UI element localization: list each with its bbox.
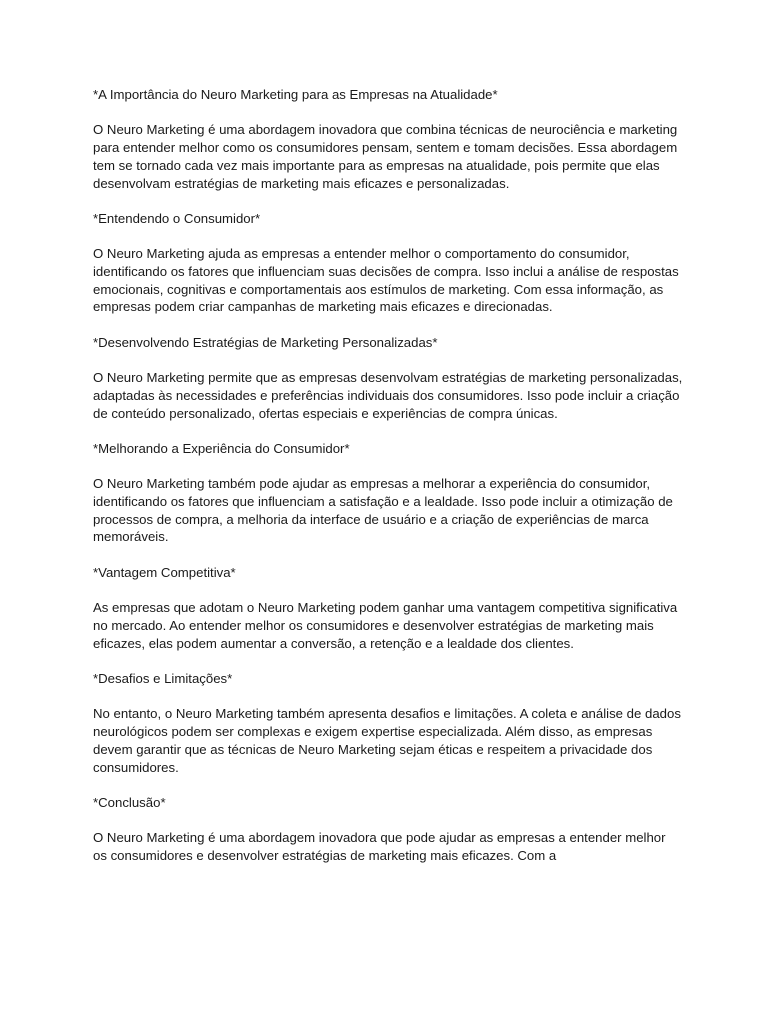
section-heading-entendendo: *Entendendo o Consumidor* <box>93 210 261 226</box>
section-heading-estrategias: *Desenvolvendo Estratégias de Marketing Personalizadas* <box>93 334 438 350</box>
section-body-entendendo: O Neuro Marketing ajuda as empresas a entender melhor o comportamento do consumidor, identificando os fatores que influenciam suas decisões de compra. Isso inclui a análise de respostas emocionais, cognitivas e comportamentais aos estímulos de marketing. Com essa informação, as empresas podem criar campanhas de marketing mais eficazes e direcionadas. <box>93 246 679 315</box>
section-body-vantagem: As empresas que adotam o Neuro Marketing podem ganhar uma vantagem competitiva significativa no mercado. Ao entender melhor os consumidores e desenvolver estratégias de marketing mais eficazes, elas podem aumentar a conversão, a retenção e a lealdade dos clientes. <box>93 600 678 651</box>
section-body-desafios: No entanto, o Neuro Marketing também apresenta desafios e limitações. A coleta e análise de dados neurológicos podem ser complexas e exigem expertise especializada. Além disso, as empresas devem garantir que as técnicas de Neuro Marketing sejam éticas e respeitem a privacidade dos consumidores. <box>93 706 681 775</box>
document-title: *A Importância do Neuro Marketing para as Empresas na Atualidade* <box>93 87 498 102</box>
section-heading-experiencia: *Melhorando a Experiência do Consumidor* <box>93 440 350 456</box>
section-heading-conclusao: *Conclusão* <box>93 794 166 810</box>
section-body-estrategias: O Neuro Marketing permite que as empresas desenvolvam estratégias de marketing personalizadas, adaptadas às necessidades e preferências individuais dos consumidores. Isso pode incluir a criação de conteúdo personalizado, ofertas especiais e experiências de compra únicas. <box>93 370 683 421</box>
section-body-conclusao: O Neuro Marketing é uma abordagem inovadora que pode ajudar as empresas a entender melhor os consumidores e desenvolver estratégias de marketing mais eficazes. Com a <box>93 830 666 864</box>
section-heading-vantagem: *Vantagem Competitiva* <box>93 564 236 580</box>
section-heading-desafios: *Desafios e Limitações* <box>93 671 233 687</box>
intro-paragraph: O Neuro Marketing é uma abordagem inovadora que combina técnicas de neurociência e marketing para entender melhor como os consumidores pensam, sentem e tomam decisões. Essa abordagem tem se tornado cada vez mais importante para as empresas na atualidade, pois permite que elas desenvolvam estratégias de marketing mais eficazes e personalizadas. <box>93 122 678 191</box>
document-body <box>93 86 683 882</box>
section-body-experiencia: O Neuro Marketing também pode ajudar as empresas a melhorar a experiência do consumidor, identificando os fatores que influenciam a satisfação e a lealdade. Isso pode incluir a otimização de processos de compra, a melhoria da interface de usuário e a criação de experiências de marca memoráveis. <box>93 476 673 545</box>
